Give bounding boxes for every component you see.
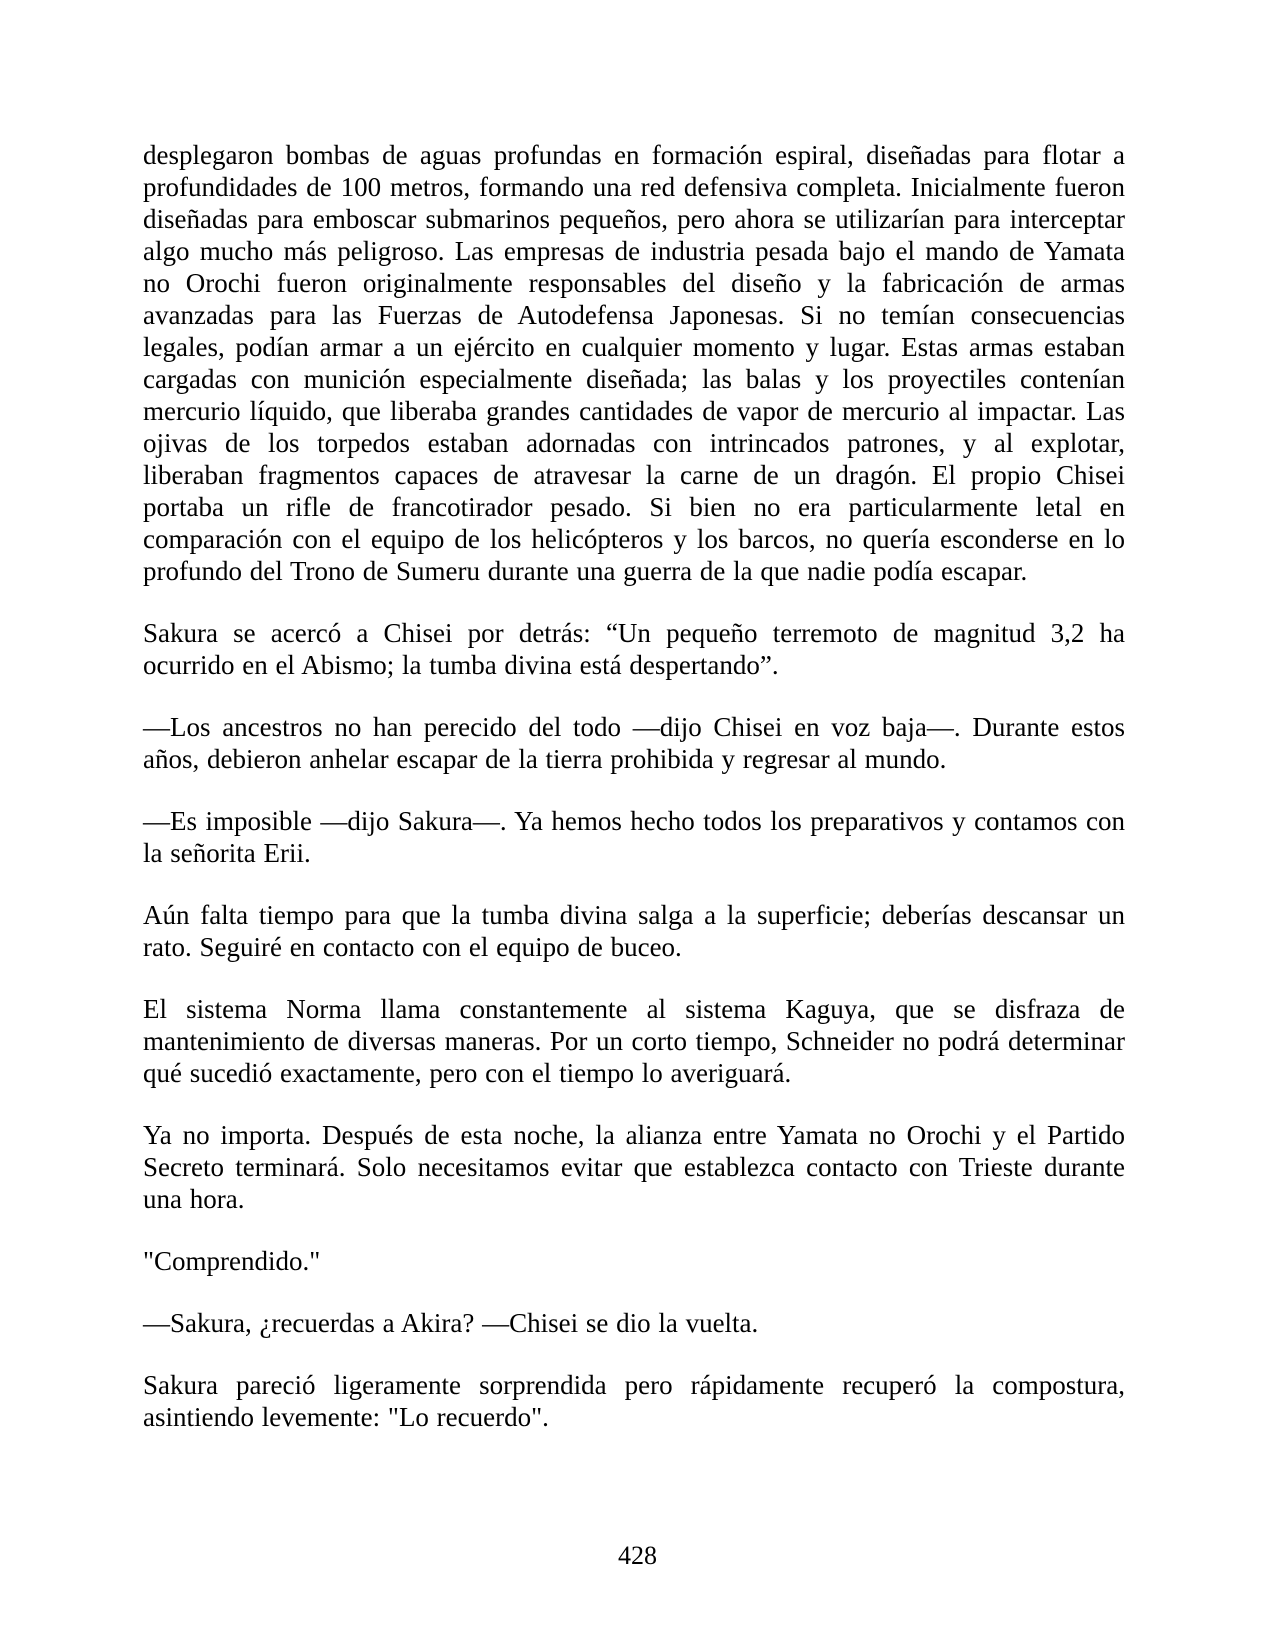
paragraph: "Comprendido.": [143, 1246, 321, 1276]
paragraph: desplegaron bombas de aguas profundas en formación espiral, diseñadas para flotar a profundidades de 100 metros, formando una red defensiva completa. Inicialmente fueron diseñadas para emboscar submarinos pequeños, pero ahora se utilizarían para interceptar algo mucho más peligroso. Las empresas de industria pesada bajo el mando de Yamata no Orochi fueron originalmente responsables del diseño y la fabricación de armas avanzadas para las Fuerzas de Autodefensa Japonesas. Si no temían consecuencias legales, podían armar a un ejército en cualquier momento y lugar. Estas armas estaban cargadas con munición especialmente diseñada; las balas y los proyectiles contenían mercurio líquido, que liberaba grandes cantidades de vapor de mercurio al impactar. Las ojivas de los torpedos estaban adornadas con intrincados patrones, y al explotar, liberaban fragmentos capaces de atravesar la carne de un dragón. El propio Chisei portaba un rifle de francotirador pesado. Si bien no era particularmente letal en comparación con el equipo de los helicópteros y los barcos, no quería esconderse en lo profundo del Trono de Sumeru durante una guerra de la que nadie podía escapar.: [143, 140, 1125, 586]
paragraph: —Es imposible —dijo Sakura—. Ya hemos hecho todos los preparativos y contamos con la señorita Erii.: [143, 806, 1125, 868]
paragraph: Sakura pareció ligeramente sorprendida pero rápidamente recuperó la compostura, asintiendo levemente: "Lo recuerdo".: [143, 1370, 1125, 1432]
page-text: [143, 139, 1125, 1463]
paragraph: —Sakura, ¿recuerdas a Akira? —Chisei se dio la vuelta.: [143, 1308, 759, 1338]
paragraph: Ya no importa. Después de esta noche, la alianza entre Yamata no Orochi y el Partido Secreto terminará. Solo necesitamos evitar que establezca contacto con Trieste durante una hora.: [143, 1120, 1125, 1214]
page-number: 428: [618, 1541, 657, 1570]
paragraph: Sakura se acercó a Chisei por detrás: “Un pequeño terremoto de magnitud 3,2 ha ocurrido en el Abismo; la tumba divina está despertando”.: [143, 618, 1125, 680]
paragraph: —Los ancestros no han perecido del todo —dijo Chisei en voz baja—. Durante estos años, debieron anhelar escapar de la tierra prohibida y regresar al mundo.: [143, 712, 1125, 774]
paragraph: Aún falta tiempo para que la tumba divina salga a la superficie; deberías descansar un rato. Seguiré en contacto con el equipo de buceo.: [143, 900, 1125, 962]
paragraph: El sistema Norma llama constantemente al sistema Kaguya, que se disfraza de mantenimiento de diversas maneras. Por un corto tiempo, Schneider no podrá determinar qué sucedió exactamente, pero con el tiempo lo averiguará.: [143, 994, 1125, 1088]
